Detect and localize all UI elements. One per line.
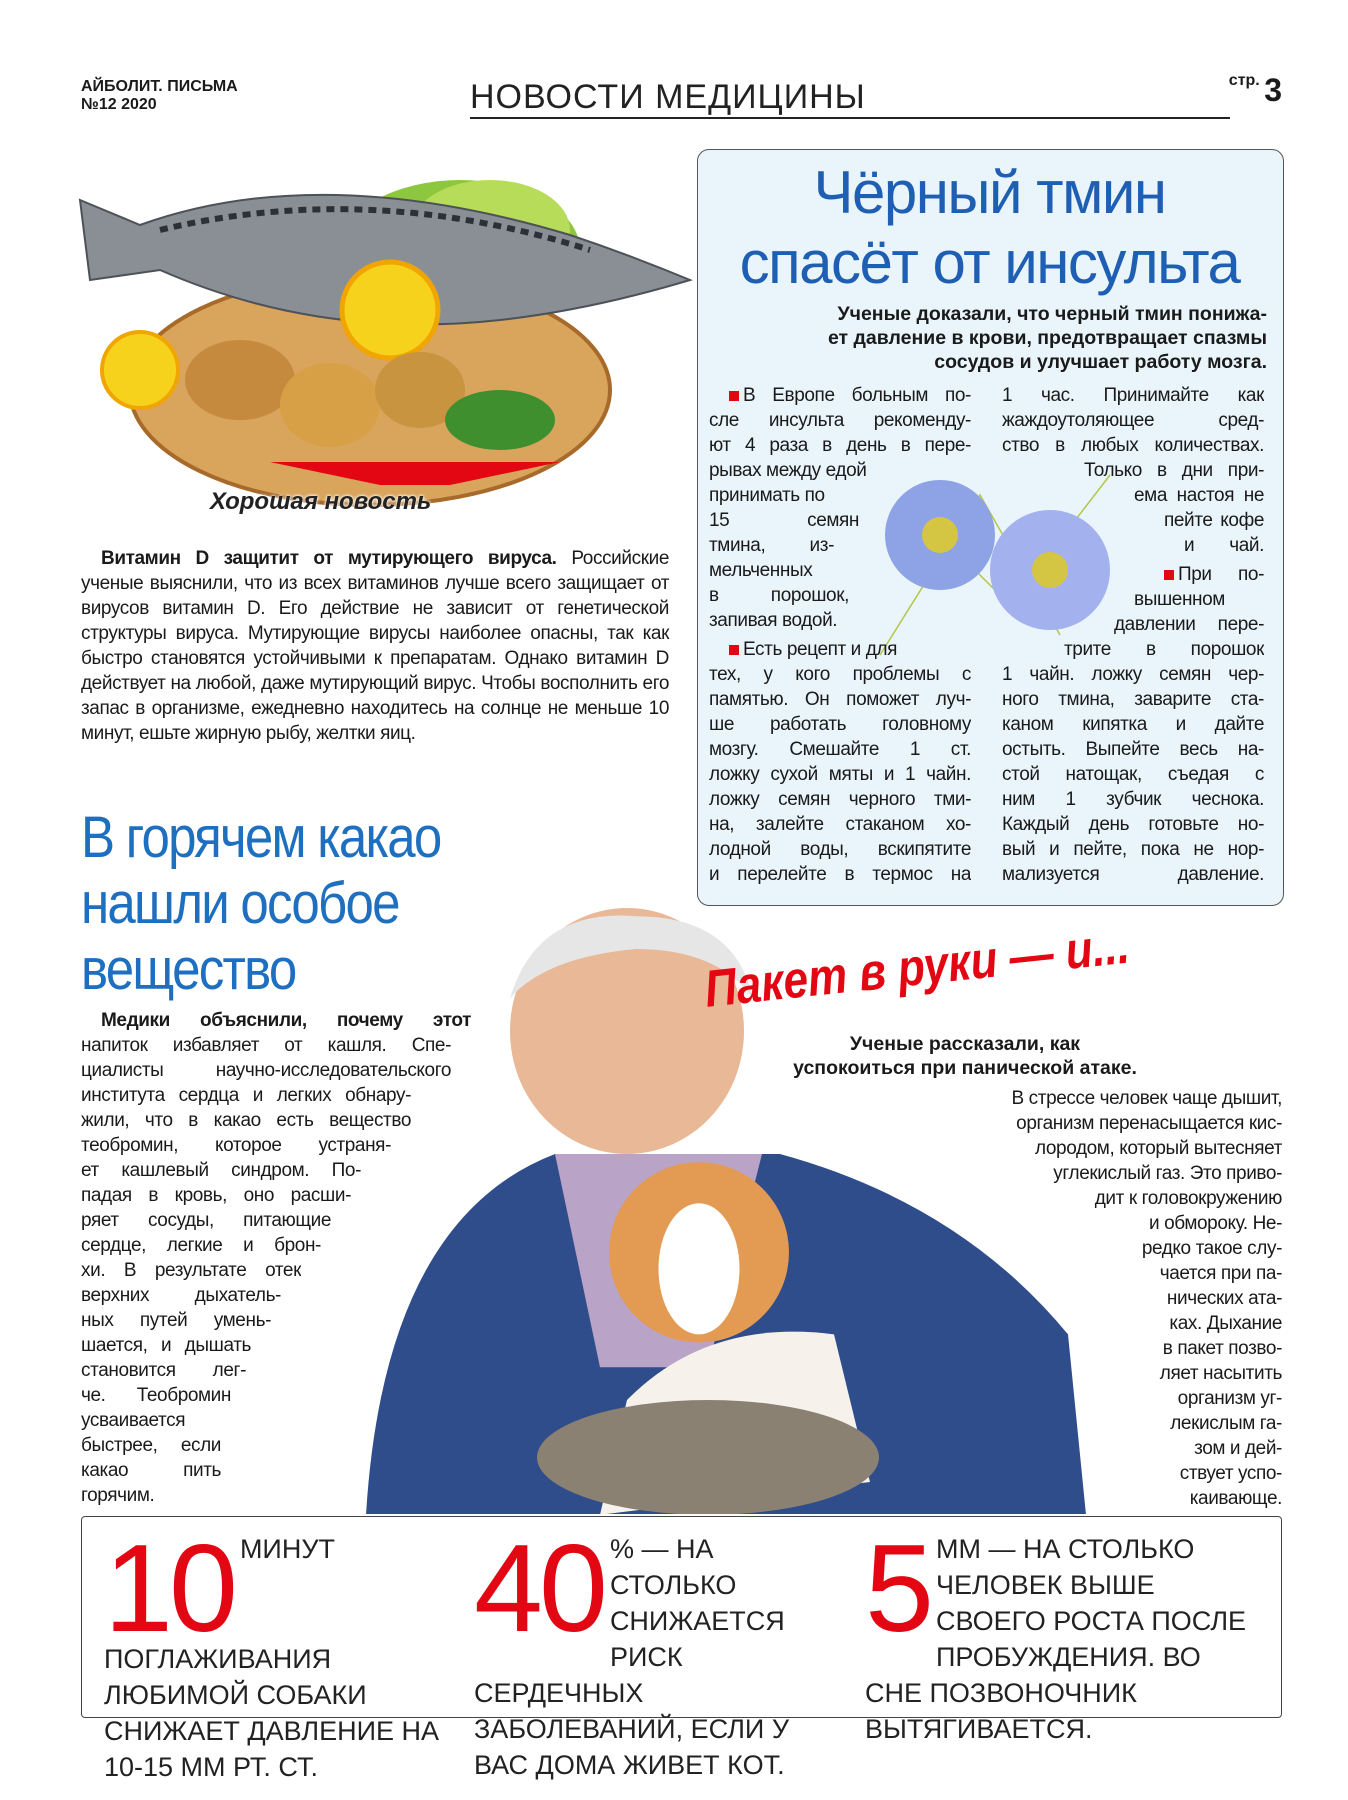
text-line: в порошок, xyxy=(709,585,849,606)
fish-platter-image xyxy=(70,140,700,540)
text-line: 1 чайн. ложку семян чер- xyxy=(1002,664,1264,685)
cumin-column-1 xyxy=(709,383,971,887)
lead-line: сосудов и улучшает работу мозга. xyxy=(934,351,1267,373)
panic-lead xyxy=(740,1032,1190,1080)
text-line: каивающе. xyxy=(1189,1488,1282,1509)
page-number xyxy=(1229,72,1282,109)
panic-title: Пакет в руки — и... xyxy=(701,916,1133,1019)
lead-line: ет давление в крови, предотвращает спазмы xyxy=(827,327,1267,349)
text-line: горячим. xyxy=(81,1485,155,1506)
text-line: редко такое слу- xyxy=(1141,1238,1282,1259)
fact-height xyxy=(865,1520,1265,1747)
header-rule xyxy=(470,117,1230,119)
text-line: становится лег- xyxy=(81,1360,246,1381)
text-line: быстрее, если xyxy=(81,1435,221,1456)
issue-number: №12 2020 xyxy=(81,96,157,113)
text-line: сле инсульта рекоменду- xyxy=(709,410,971,431)
vitamin-article xyxy=(81,546,669,746)
text-line: ет кашлевый синдром. По- xyxy=(81,1160,361,1181)
text-line: мельченных xyxy=(709,560,813,581)
good-news-badge: Хорошая новость xyxy=(210,488,432,515)
cocoa-title-line: нашли особое xyxy=(81,871,399,936)
text-line: ствует успо- xyxy=(1179,1463,1282,1484)
masthead xyxy=(81,78,238,114)
text-line: давлении пере- xyxy=(1114,614,1264,635)
fact-cat xyxy=(474,1520,834,1783)
cocoa-title xyxy=(81,805,440,1003)
text-line: 1 час. Принимайте как xyxy=(1002,385,1264,406)
text-line: шается, и дышать xyxy=(81,1335,251,1356)
text-line: ложку сухой мяты и 1 чайн. xyxy=(709,764,971,785)
text-line: ема настоя не xyxy=(1134,485,1264,506)
bullet-icon xyxy=(1164,570,1174,580)
text-line: ним 1 зубчик чеснока. xyxy=(1002,789,1264,810)
text-line: ше работать головному xyxy=(709,714,971,735)
text-line: остыть. Выпейте весь на- xyxy=(1002,739,1264,760)
text-line: ряет сосуды, питающие xyxy=(81,1210,331,1231)
text-line: пейте кофе xyxy=(1164,510,1264,531)
text-line: циалисты научно-исследовательского xyxy=(81,1060,451,1081)
text-line: лодной воды, вскипятите xyxy=(709,839,971,860)
text-line: принимать по xyxy=(709,485,825,506)
cocoa-title-line: вещество xyxy=(81,937,296,1002)
text-line: 15 семян xyxy=(709,510,859,531)
text-line: В Европе больным по- xyxy=(709,383,971,408)
text-line: теобромин, которое устраня- xyxy=(81,1135,391,1156)
text-line: В стрессе человек чаще дышит, xyxy=(1011,1088,1282,1109)
text-line: тмина, из- xyxy=(709,535,834,556)
text-line: трите в порошок xyxy=(1064,639,1264,660)
text-line: мализуется давление. xyxy=(1002,864,1264,885)
fact-number: 40 xyxy=(474,1520,604,1658)
cumin-column-2 xyxy=(1002,383,1264,887)
text-line: какао пить xyxy=(81,1460,221,1481)
text-line: каном кипятка и дайте xyxy=(1002,714,1264,735)
cumin-title-line: спасёт от инсульта xyxy=(739,229,1240,296)
text-line: ложку семян черного тми- xyxy=(709,789,971,810)
lead-line: успокоиться при панической атаке. xyxy=(793,1057,1137,1079)
text-line: ляет насытить xyxy=(1159,1363,1282,1384)
facts-box xyxy=(81,1516,1282,1782)
text-line: сердце, легкие и брон- xyxy=(81,1235,321,1256)
text-line: ках. Дыхание xyxy=(1169,1313,1282,1334)
page-number-value: 3 xyxy=(1264,72,1282,108)
text-line: вышенном xyxy=(1134,589,1225,610)
section-title: НОВОСТИ МЕДИЦИНЫ xyxy=(470,78,866,116)
text-line: жили, что в какао есть вещество xyxy=(81,1110,411,1131)
text-line: че. Теобромин xyxy=(81,1385,231,1406)
fact-text: ММ — НА СТОЛЬКО ЧЕЛОВЕК ВЫШЕ СВОЕГО РОСТА ПОСЛЕ ПРОБУЖДЕНИЯ. ВО СНЕ ПОЗВОНОЧНИК ВЫТЯГИВАЕТСЯ. xyxy=(865,1534,1247,1744)
panic-article-text xyxy=(937,1086,1282,1511)
text-line: дит к головокружению xyxy=(1094,1188,1282,1209)
cocoa-article-text xyxy=(81,1008,471,1508)
fact-text: МИНУТ ПОГЛАЖИВАНИЯ ЛЮБИМОЙ СОБАКИ СНИЖАЕТ ДАВЛЕНИЕ НА 10-15 ММ РТ. СТ. xyxy=(104,1534,439,1782)
vitamin-body: Российские ученые выяснили, что из всех витаминов лучше всего защищает от вирусов витамин D. Его действие не зависит от генетической структуры вируса. Мутирующие вирусы наиболее опасны, так как быстро становятся устойчивыми к препаратам. Однако витамин D действует на любой, даже мутирующий вирус. Чтобы восполнить его запас в организме, ежедневно находитесь на солнце не меньше 10 минут, ешьте жирную рыбу, желтки яиц. xyxy=(81,548,669,744)
text-line: Есть рецепт и для xyxy=(709,637,909,662)
text-line: углекислый газ. Это приво- xyxy=(1053,1163,1282,1184)
bullet-icon xyxy=(729,391,739,401)
fact-dog xyxy=(104,1520,449,1785)
lead-line: Ученые доказали, что черный тмин понижа- xyxy=(837,303,1267,325)
text-line: организм перенасыщается кис- xyxy=(1016,1113,1282,1134)
text-line: организм уг- xyxy=(1177,1388,1282,1409)
text-line: мозгу. Смешайте 1 ст. xyxy=(709,739,971,760)
cocoa-title-line: В горячем какао xyxy=(81,805,441,870)
text-line: Медики объяснили, почему этот xyxy=(101,1010,471,1031)
fact-number: 5 xyxy=(865,1520,930,1658)
fact-text: % — НА СТОЛЬКО СНИЖАЕТСЯ РИСК СЕРДЕЧНЫХ ЗАБОЛЕВАНИЙ, ЕСЛИ У ВАС ДОМА ЖИВЕТ КОТ. xyxy=(474,1534,789,1780)
text-line: зом и дей- xyxy=(1194,1438,1282,1459)
text-line: вый и пейте, пока не нор- xyxy=(1002,839,1264,860)
publication-name: АЙБОЛИТ. ПИСЬМА xyxy=(81,78,238,95)
text-line: рывах между едой xyxy=(709,460,867,481)
text-line: института сердца и легких обнару- xyxy=(81,1085,411,1106)
bullet-icon xyxy=(729,645,739,655)
text-line: и чай. xyxy=(1184,535,1264,556)
text-line: нических ата- xyxy=(1166,1288,1282,1309)
text-line: лородом, который вытесняет xyxy=(1034,1138,1282,1159)
text-line: лекислым га- xyxy=(1170,1413,1282,1434)
text-line: запивая водой. xyxy=(709,610,838,631)
text-line: хи. В результате отек xyxy=(81,1260,301,1281)
text-line: памятью. Он поможет луч- xyxy=(709,689,971,710)
text-line: При по- xyxy=(1164,562,1264,587)
fact-number: 10 xyxy=(104,1520,234,1658)
text-line: ство в любых количествах. xyxy=(1002,435,1264,456)
text-line: напиток избавляет от кашля. Спе- xyxy=(81,1035,451,1056)
text-line: тех, у кого проблемы с xyxy=(709,664,971,685)
text-line: Только в дни при- xyxy=(1084,460,1264,481)
text-line: и обмороку. Не- xyxy=(1149,1213,1282,1234)
text-line: и перелейте в термос на xyxy=(709,864,971,885)
cumin-lead xyxy=(715,302,1267,374)
text-line: усваивается xyxy=(81,1410,186,1431)
text-line: верхних дыхатель- xyxy=(81,1285,281,1306)
cumin-title xyxy=(697,158,1282,298)
text-line: жаждоутоляющее сред- xyxy=(1002,410,1264,431)
text-line: на, залейте стаканом хо- xyxy=(709,814,971,835)
text-line: падая в кровь, оно расши- xyxy=(81,1185,351,1206)
text-line: в пакет позво- xyxy=(1162,1338,1282,1359)
text-line: Каждый день готовьте но- xyxy=(1002,814,1264,835)
text-line: ют 4 раза в день в пере- xyxy=(709,435,971,456)
text-line: стой натощак, съедая с xyxy=(1002,764,1264,785)
cumin-title-line: Чёрный тмин xyxy=(813,159,1166,226)
text-line: ного тмина, заварите ста- xyxy=(1002,689,1264,710)
page-prefix: стр. xyxy=(1228,72,1260,89)
lead-line: Ученые рассказали, как xyxy=(849,1033,1081,1055)
text-line: ных путей умень- xyxy=(81,1310,271,1331)
vitamin-headline: Витамин D защитит от мутирующего вируса. xyxy=(101,548,557,569)
text-line: чается при па- xyxy=(1159,1263,1282,1284)
